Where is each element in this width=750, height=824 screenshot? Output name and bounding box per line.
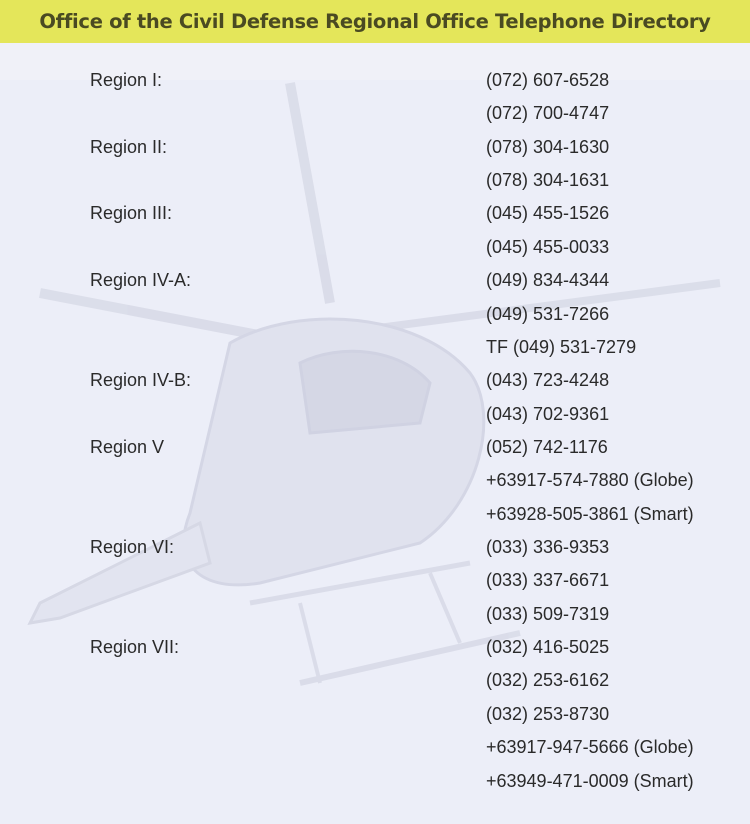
phone-number: (033) 509-7319 bbox=[486, 603, 610, 624]
directory-row bbox=[0, 698, 750, 731]
phone-number: (049) 531-7266 bbox=[486, 303, 610, 324]
phone-number: +63917-574-7880 (Globe) bbox=[486, 470, 694, 491]
directory-row bbox=[0, 364, 750, 397]
directory-row bbox=[0, 564, 750, 597]
phone-number: (045) 455-0033 bbox=[486, 236, 610, 257]
phone-number: (078) 304-1631 bbox=[486, 170, 610, 191]
region-label: Region V bbox=[90, 436, 165, 457]
directory-row bbox=[0, 498, 750, 531]
directory-row bbox=[0, 664, 750, 697]
phone-number: +63928-505-3861 (Smart) bbox=[486, 503, 694, 524]
phone-number: (043) 723-4248 bbox=[486, 370, 610, 391]
region-label: Region VI: bbox=[90, 537, 175, 558]
directory-row bbox=[0, 631, 750, 664]
directory-row bbox=[0, 164, 750, 197]
region-label: Region IV-A: bbox=[90, 270, 192, 291]
phone-number: (033) 337-6671 bbox=[486, 570, 610, 591]
directory-row bbox=[0, 231, 750, 264]
phone-number: (032) 253-6162 bbox=[486, 670, 610, 691]
phone-number: TF (049) 531-7279 bbox=[486, 336, 637, 357]
phone-number: (078) 304-1630 bbox=[486, 136, 610, 157]
phone-number: (033) 336-9353 bbox=[486, 537, 610, 558]
directory-row bbox=[0, 765, 750, 798]
phone-number: +63917-947-5666 (Globe) bbox=[486, 737, 694, 758]
phone-number: (032) 416-5025 bbox=[486, 637, 610, 658]
directory-row bbox=[0, 97, 750, 130]
directory-table bbox=[0, 64, 750, 798]
directory-row bbox=[0, 298, 750, 331]
region-label: Region IV-B: bbox=[90, 370, 192, 391]
phone-number: (043) 702-9361 bbox=[486, 403, 610, 424]
directory-row bbox=[0, 464, 750, 497]
directory-row bbox=[0, 598, 750, 631]
directory-row bbox=[0, 531, 750, 564]
directory-row bbox=[0, 431, 750, 464]
directory-row bbox=[0, 197, 750, 230]
phone-number: (052) 742-1176 bbox=[486, 436, 608, 457]
region-label: Region II: bbox=[90, 136, 168, 157]
phone-number: (032) 253-8730 bbox=[486, 703, 610, 724]
region-label: Region III: bbox=[90, 203, 173, 224]
phone-number: (072) 700-4747 bbox=[486, 103, 610, 124]
directory-row bbox=[0, 264, 750, 297]
directory-row bbox=[0, 331, 750, 364]
phone-number: (072) 607-6528 bbox=[486, 70, 610, 90]
directory-row bbox=[0, 398, 750, 431]
phone-number: (045) 455-1526 bbox=[486, 203, 610, 224]
phone-number: (049) 834-4344 bbox=[486, 270, 610, 291]
region-label: Region VII: bbox=[90, 637, 180, 658]
title-banner bbox=[0, 0, 750, 43]
phone-number: +63949-471-0009 (Smart) bbox=[486, 770, 694, 791]
directory-row bbox=[0, 64, 750, 97]
directory-row bbox=[0, 731, 750, 764]
region-label: Region I: bbox=[90, 70, 163, 90]
directory-row bbox=[0, 131, 750, 164]
page-title: Office of the Civil Defense Regional Office Telephone Directory bbox=[39, 10, 711, 33]
